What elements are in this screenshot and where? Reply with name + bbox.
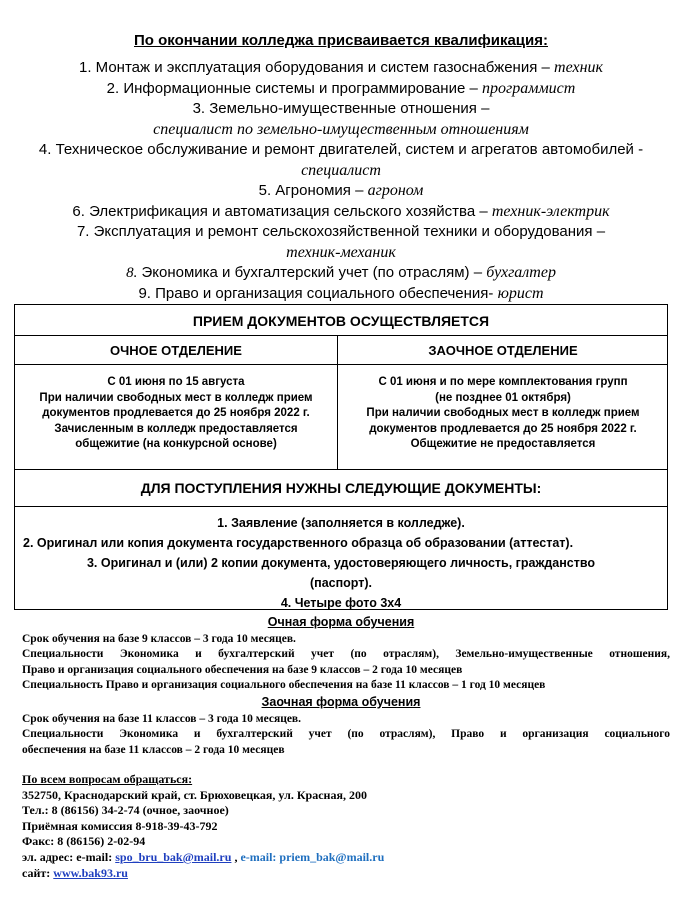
phone: Тел.: 8 (86156) 34-2-74 (очное, заочное) (22, 803, 229, 818)
address: 352750, Краснодарский край, ст. Брюховецкая, ул. Красная, 200 (22, 787, 367, 802)
admission-table (14, 304, 668, 610)
fulltime-study-info (22, 632, 670, 693)
terms-line: С 01 июня и по мере комплектования групп (378, 376, 628, 388)
info-line: Специальности Экономика и бухгалтерский учет (по отраслям), Право и организация социального (22, 728, 670, 741)
qualification-name: бухгалтер (486, 264, 556, 281)
info-line: обеспечения на базе 11 классов – 2 года 10 месяцев (22, 743, 285, 756)
fulltime-study-title: Очная форма обучения (267, 615, 415, 629)
admissions-phone: Приёмная комиссия 8-918-39-43-792 (22, 818, 218, 833)
email-admissions[interactable]: e-mail: priem_bak@mail.ru (240, 849, 385, 864)
terms-line: С 01 июня по 15 августа (107, 376, 245, 388)
qualification-name: программист (481, 79, 576, 97)
qualification-heading: По окончании колледжа присваивается квалификация: (134, 32, 548, 49)
contacts-title: По всем вопросам обращаться: (22, 772, 193, 786)
divider (15, 506, 667, 507)
info-line: Право и организация социального обеспечения на базе 9 классов – 2 года 10 месяцев (22, 663, 463, 676)
email-line (22, 850, 662, 866)
qualification-item (0, 243, 682, 264)
specialty-name: 5. Агрономия – (258, 182, 368, 199)
specialty-name: 7. Эксплуатация и ремонт сельскохозяйственной техники и оборудования – (76, 223, 606, 240)
qualification-item (0, 140, 682, 161)
qualification-item (0, 99, 682, 120)
specialty-name: Экономика и бухгалтерский учет (по отраслям) – (137, 264, 487, 281)
terms-line: При наличии свободных мест в колледж прием (39, 391, 313, 404)
qualification-item (0, 58, 682, 79)
terms-line: Общежитие не предоставляется (410, 438, 596, 450)
terms-line: документов продлевается до 25 ноября 2022 г. (369, 422, 637, 435)
email-link[interactable]: spo_bru_bak@mail.ru (115, 849, 232, 864)
info-line: Специальность Право и организация социального обеспечения на базе 11 классов – 1 год 10 месяцев (22, 678, 546, 691)
qualification-item (0, 79, 682, 100)
parttime-terms (338, 375, 668, 453)
specialty-name: 2. Информационные системы и программирование – (106, 79, 482, 97)
fax: Факс: 8 (86156) 2-02-94 (22, 834, 146, 849)
qualification-name: техник (554, 59, 603, 76)
specialty-name: 1. Монтаж и эксплуатация оборудования и систем газоснабжения – (79, 59, 555, 76)
qualification-name: специалист (301, 161, 381, 179)
site-label: сайт: (22, 865, 54, 880)
fulltime-terms (15, 375, 337, 453)
info-line: Срок обучения на базе 11 классов – 3 года 10 месяцев. (22, 713, 302, 725)
contacts (22, 772, 662, 881)
specialty-name: 9. Право и организация социального обеспечения- (138, 284, 498, 302)
qualification-item (0, 202, 682, 223)
divider (15, 335, 667, 336)
email-label: эл. адрес: e-mail: (22, 849, 116, 864)
qualification-item (0, 284, 682, 305)
document-item: 4. Четыре фото 3х4 (280, 596, 402, 610)
terms-line: (не позднее 01 октября) (435, 391, 571, 404)
documents-header: ДЛЯ ПОСТУПЛЕНИЯ НУЖНЫ СЛЕДУЮЩИЕ ДОКУМЕНТЫ: (140, 480, 542, 496)
qualification-item (0, 161, 682, 182)
qualification-name: агроном (367, 182, 424, 199)
specialty-name: 4. Техническое обслуживание и ремонт двигателей, систем и агрегатов автомобилей - (38, 141, 644, 158)
parttime-study-title: Заочная форма обучения (261, 695, 421, 709)
document-item: 3. Оригинал и (или) 2 копии документа, удостоверяющего личность, гражданство (86, 556, 595, 570)
documents-list (15, 513, 667, 613)
qualification-name: техник-электрик (491, 202, 610, 220)
qualification-item (0, 222, 682, 243)
specialty-name: 3. Земельно-имущественные отношения – (192, 100, 490, 117)
terms-line: документов продлевается до 25 ноября 2022 г. (42, 407, 310, 419)
parttime-header: ЗАОЧНОЕ ОТДЕЛЕНИЕ (428, 343, 578, 358)
terms-line: Зачисленным в колледж предоставляется (54, 422, 298, 435)
info-line: Срок обучения на базе 9 классов – 3 года 10 месяцев. (22, 633, 296, 645)
document-item: (паспорт). (309, 576, 373, 590)
fulltime-header: ОЧНОЕ ОТДЕЛЕНИЕ (110, 343, 242, 358)
document-item: 1. Заявление (заполняется в колледже). (217, 516, 465, 530)
qualification-item (0, 263, 682, 284)
qualification-list (0, 58, 682, 304)
qualification-name: специалист по земельно-имущественным отношениям (153, 120, 529, 138)
item-number: 8. (126, 265, 138, 281)
qualification-item (0, 181, 682, 202)
qualification-name: техник-механик (286, 243, 396, 261)
terms-line: При наличии свободных мест в колледж прием (366, 407, 640, 419)
document-item: 2. Оригинал или копия документа государственного образца об образовании (аттестат). (23, 536, 574, 550)
qualification-item (0, 120, 682, 141)
parttime-study-info (22, 712, 670, 758)
site-line (22, 866, 662, 882)
divider (15, 469, 667, 470)
email-separator: , (231, 849, 241, 864)
admission-header: ПРИЕМ ДОКУМЕНТОВ ОСУЩЕСТВЛЯЕТСЯ (192, 313, 490, 329)
site-link[interactable]: www.bak93.ru (53, 865, 128, 880)
specialty-name: 6. Электрификация и автоматизация сельского хозяйства – (72, 202, 492, 220)
divider (15, 364, 667, 365)
terms-line: общежитие (на конкурсной основе) (75, 438, 277, 450)
qualification-name: юрист (497, 284, 544, 302)
info-line: Специальности Экономика и бухгалтерский учет (по отраслям), Земельно-имущественные отношения, (22, 648, 670, 661)
